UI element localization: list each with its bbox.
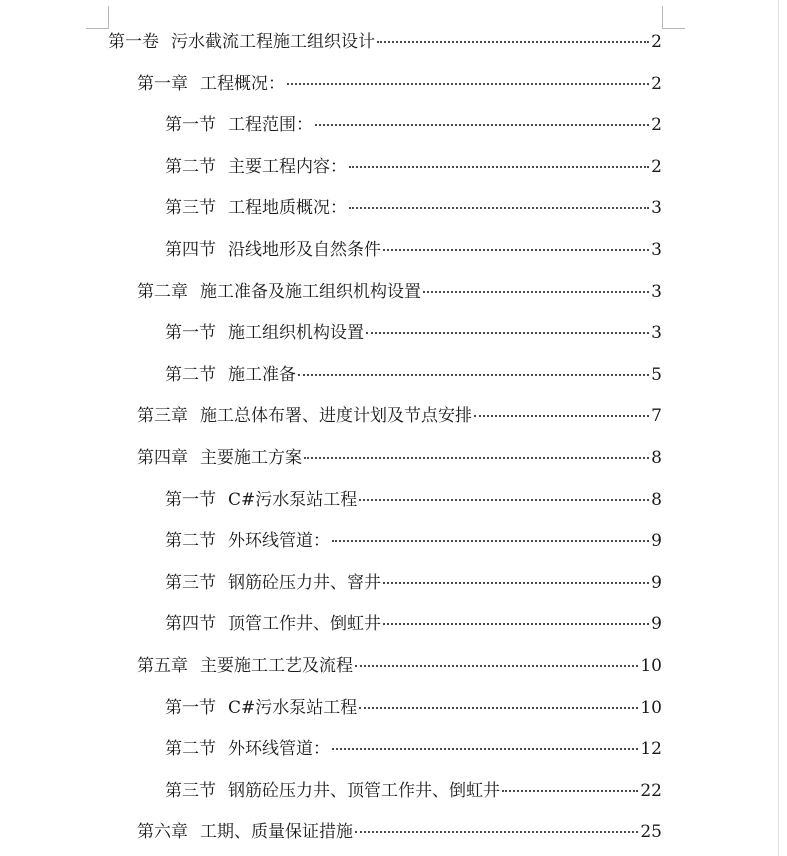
toc-entry-title: C#污水泵站工程: [228, 698, 358, 718]
toc-entry-title: 施工准备及施工组织机构设置: [200, 282, 421, 302]
toc-entry[interactable]: [137, 818, 662, 846]
toc-entry-number: 第二章: [137, 282, 188, 302]
toc-entry-title: 钢筋砼压力井、窨井: [228, 573, 381, 593]
toc-entry[interactable]: [137, 652, 662, 680]
toc-leader-dots: [383, 623, 649, 625]
toc-entry-number: 第二节: [165, 531, 216, 551]
toc-entry-number: 第一节: [165, 490, 216, 510]
toc-entry[interactable]: [108, 28, 662, 56]
toc-entry-number: 第一章: [137, 74, 188, 94]
toc-entry[interactable]: [165, 361, 662, 389]
toc-leader-dots: [377, 41, 649, 43]
toc-entry-title: 顶管工作井、倒虹井: [228, 614, 381, 634]
toc-entry[interactable]: [165, 694, 662, 722]
toc-entry-page: 3: [651, 282, 662, 302]
toc-entry-title: 主要施工方案: [200, 448, 302, 468]
toc-entry[interactable]: [165, 777, 662, 805]
toc-entry-title: 工程范围：: [228, 115, 313, 135]
toc-entry-page: 9: [651, 531, 662, 551]
toc-entry-page: 8: [651, 490, 662, 510]
toc-entry-number: 第五章: [137, 656, 188, 676]
toc-entry[interactable]: [165, 236, 662, 264]
toc-leader-dots: [366, 332, 649, 334]
toc-leader-dots: [349, 166, 649, 168]
toc-entry[interactable]: [165, 735, 662, 763]
toc-leader-dots: [359, 499, 649, 501]
toc-leader-dots: [355, 831, 638, 833]
toc-entry-number: 第一卷: [108, 32, 159, 52]
toc-entry[interactable]: [137, 278, 662, 306]
toc-leader-dots: [287, 83, 649, 85]
toc-entry-title: 外环线管道：: [228, 739, 330, 759]
toc-entry-page: 2: [651, 74, 662, 94]
toc-entry-number: 第二节: [165, 365, 216, 385]
toc-entry-number: 第三章: [137, 406, 188, 426]
toc-entry-page: 25: [640, 822, 662, 842]
toc-leader-dots: [332, 540, 649, 542]
toc-leader-dots: [383, 249, 649, 251]
toc-entry-page: 9: [651, 614, 662, 634]
toc-entry-title: 污水截流工程施工组织设计: [171, 32, 375, 52]
toc-entry-title: 工期、质量保证措施: [200, 822, 353, 842]
toc-entry-number: 第六章: [137, 822, 188, 842]
toc-entry-number: 第三节: [165, 573, 216, 593]
toc-entry-page: 2: [651, 157, 662, 177]
toc-entry[interactable]: [137, 444, 662, 472]
toc-entry-title: 外环线管道：: [228, 531, 330, 551]
toc-entry-page: 10: [640, 698, 662, 718]
toc-entry-number: 第四节: [165, 240, 216, 260]
toc-entry[interactable]: [137, 70, 662, 98]
toc-entry-number: 第一节: [165, 115, 216, 135]
toc-entry-number: 第三节: [165, 781, 216, 801]
toc-entry-page: 9: [651, 573, 662, 593]
toc-entry[interactable]: [165, 194, 662, 222]
toc-entry-page: 3: [651, 198, 662, 218]
toc-leader-dots: [423, 291, 649, 293]
toc-entry-title: 工程地质概况：: [228, 198, 347, 218]
toc-entry-number: 第一节: [165, 698, 216, 718]
toc-entry-page: 7: [651, 406, 662, 426]
toc-entry-title: 工程概况：: [200, 74, 285, 94]
toc-leader-dots: [332, 748, 638, 750]
toc-entry-page: 10: [640, 656, 662, 676]
crop-mark-top-left-icon: [86, 6, 109, 29]
toc-entry[interactable]: [165, 111, 662, 139]
toc-entry-title: 施工组织机构设置: [228, 323, 364, 343]
toc-entry-page: 12: [640, 739, 662, 759]
toc-entry-page: 2: [651, 32, 662, 52]
toc-entry[interactable]: [165, 486, 662, 514]
toc-entry[interactable]: [137, 402, 662, 430]
toc-leader-dots: [474, 415, 649, 417]
toc-entry-title: 沿线地形及自然条件: [228, 240, 381, 260]
toc-entry-title: C#污水泵站工程: [228, 490, 358, 510]
toc-entry-number: 第四节: [165, 614, 216, 634]
toc-entry[interactable]: [165, 610, 662, 638]
toc-entry-title: 施工准备: [228, 365, 296, 385]
toc-entry-number: 第四章: [137, 448, 188, 468]
toc-entry[interactable]: [165, 527, 662, 555]
toc-leader-dots: [298, 374, 649, 376]
toc-entry[interactable]: [165, 319, 662, 347]
toc-leader-dots: [349, 207, 649, 209]
toc-entry-number: 第二节: [165, 739, 216, 759]
toc-entry[interactable]: [165, 153, 662, 181]
toc-entry-page: 22: [640, 781, 662, 801]
crop-mark-top-right-icon: [662, 6, 685, 29]
toc-entry-page: 5: [651, 365, 662, 385]
toc-entry-title: 主要施工工艺及流程: [200, 656, 353, 676]
toc-leader-dots: [359, 707, 638, 709]
toc-leader-dots: [315, 124, 649, 126]
toc-entry-page: 3: [651, 240, 662, 260]
toc-entry-title: 钢筋砼压力井、顶管工作井、倒虹井: [228, 781, 500, 801]
toc-leader-dots: [304, 457, 649, 459]
toc-entry-page: 8: [651, 448, 662, 468]
toc-leader-dots: [502, 790, 638, 792]
toc-leader-dots: [383, 582, 649, 584]
toc-entry-number: 第一节: [165, 323, 216, 343]
toc-leader-dots: [355, 665, 638, 667]
toc-entry-page: 3: [651, 323, 662, 343]
toc-entry-title: 施工总体布署、进度计划及节点安排: [200, 406, 472, 426]
page-edge-line: [778, 0, 779, 856]
toc-entry-page: 2: [651, 115, 662, 135]
toc-entry-title: 主要工程内容：: [228, 157, 347, 177]
toc-entry-number: 第二节: [165, 157, 216, 177]
toc-entry[interactable]: [165, 569, 662, 597]
toc-entry-number: 第三节: [165, 198, 216, 218]
